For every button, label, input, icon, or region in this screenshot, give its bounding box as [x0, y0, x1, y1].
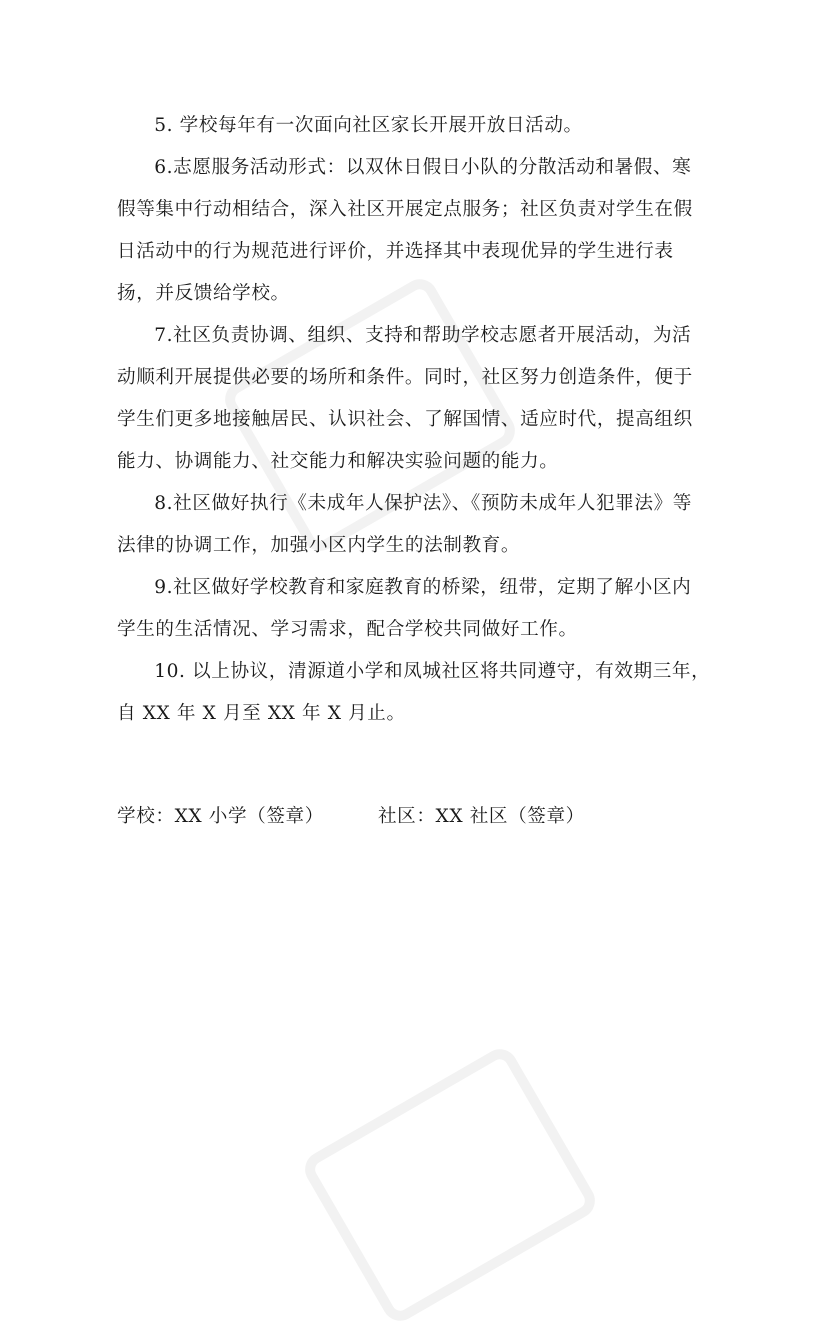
signature-block [117, 800, 585, 834]
text-line: 5. 学校每年有一次面向社区家长开展开放日活动。 [154, 115, 583, 136]
clause-5 [117, 105, 717, 147]
text-line: 学生们更多地接触居民、认识社会、了解国情、适应时代，提高组织 [117, 409, 693, 430]
text-line: 法律的协调工作，加强小区内学生的法制教育。 [117, 535, 521, 556]
text-line: 扬，并反馈给学校。 [117, 283, 290, 304]
text-line: 假等集中行动相结合，深入社区开展定点服务；社区负责对学生在假 [117, 199, 693, 220]
text-line: 动顺利开展提供必要的场所和条件。同时，社区努力创造条件，便于 [117, 367, 693, 388]
school-signature: 学校：XX 小学（签章） [117, 806, 324, 827]
text-line: 学生的生活情况、学习需求，配合学校共同做好工作。 [117, 619, 578, 640]
text-line: 9.社区做好学校教育和家庭教育的桥梁，纽带，定期了解小区内 [154, 577, 692, 598]
text-line: 6.志愿服务活动形式：以双休日假日小队的分散活动和暑假、寒 [154, 157, 692, 178]
text-line: 日活动中的行为规范进行评价，并选择其中表现优异的学生进行表 [117, 241, 674, 262]
watermark-logo [299, 1043, 602, 1327]
text-line: 自 XX 年 X 月至 XX 年 X 月止。 [117, 703, 406, 724]
text-line: 8.社区做好执行《未成年人保护法》、《预防未成年人犯罪法》等 [154, 493, 692, 514]
clause-7 [117, 315, 717, 483]
clause-8 [117, 483, 717, 567]
text-line: 能力、协调能力、社交能力和解决实验问题的能力。 [117, 451, 559, 472]
clause-10 [117, 651, 717, 735]
community-signature: 社区：XX 社区（签章） [377, 806, 585, 827]
agreement-body [117, 105, 717, 735]
clause-6 [117, 147, 717, 315]
text-line: 7.社区负责协调、组织、支持和帮助学校志愿者开展活动，为活 [154, 325, 692, 346]
text-line: 10. 以上协议，清源道小学和凤城社区将共同遵守，有效期三年， [154, 661, 711, 682]
clause-9 [117, 567, 717, 651]
